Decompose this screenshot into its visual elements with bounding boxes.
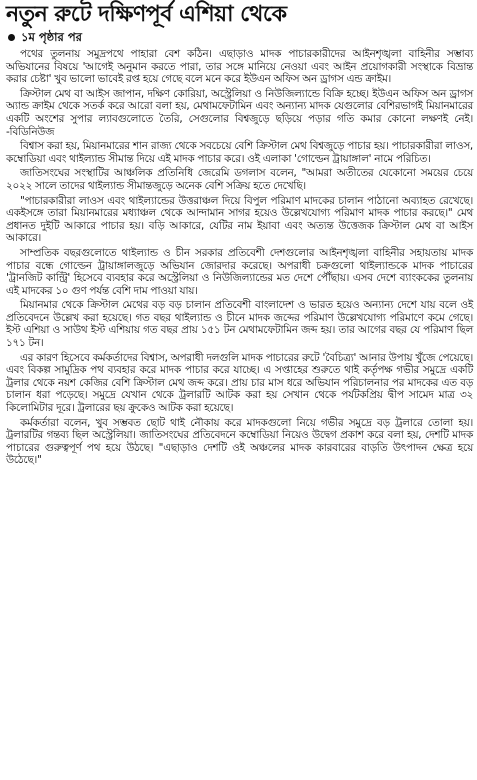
paragraph-4: জাতিসংঘের সংস্থাটির আঞ্চলিক প্রতিনিধি জেরেমি ডগলাস বলেন, "আমরা অতীতের যেকোনো সময়ের চেয়ে ২০২২ সালে তাদের থাইল্যান্ড সীমান্তজুড়ে অনেক বেশি সক্রিয় হতে দেখেছি। (6, 167, 473, 192)
continuation-note (6, 30, 473, 44)
article-body (6, 48, 473, 467)
paragraph-9: কর্মকর্তারা বলেন, খুব সম্ভবত ছোট থাই নৌকায় করে মাদকগুলো নিয়ে গভীর সমুদ্রে বড় ট্রলারে তোলা হয়। ট্রলারটির গন্তব্য ছিল অস্ট্রেলিয়া। জাতিসংঘের প্রতিবেদনে কম্বোডিয়া নিয়েও উদ্বেগ প্রকাশ করে বলা হয়, দেশটি মাদক পাচারের গুরুত্বপূর্ণ পথ হয়ে উঠছে। "এছাড়াও দেশটি ওই অঞ্চলের মাদক কারবারের বাড়তি উৎপাদন ক্ষেত্র হয়ে উঠেছে।" (6, 416, 473, 467)
bullet-icon (8, 34, 15, 41)
continuation-label: ১ম পৃষ্ঠার পর (21, 30, 82, 44)
paragraph-2: ক্রিস্টাল মেথ বা আইস জাপান, দক্ষিণ কোরিয়া, অস্ট্রেলিয়া ও নিউজিল্যান্ডে বিক্রি হচ্ছে। ইউএন অফিস অন ড্রাগস অ্যান্ড ক্রাইম থেকে সতর্ক করে আরো বলা হয়, মেথামফেটামিন এবং অন্যান্য মাদক যেগুলোর বেশিরভাগই মিয়ানমারের একটি অংশের সুপার ল্যাবগুলোতে তৈরি, সেগুলোর বিশ্বজুড়ে ছড়িয়ে পড়ার গতি কমার কোনো লক্ষণই নেই। -বিডিনিউজ (6, 87, 473, 138)
paragraph-7: মিয়ানমার থেকে ক্রিস্টাল মেথের বড় বড় চালান প্রতিবেশী বাংলাদেশ ও ভারত হয়েও অন্যান্য দেশে যায় বলে ওই প্রতিবেদনে উল্লেখ করা হয়েছে। গত বছর থাইল্যান্ড ও চীনে মাদক জব্দের পরিমাণ উল্লেখযোগ্য পরিমাণে কমে গেছে। ইস্ট এশিয়া ও সাউথ ইস্ট এশিয়ায় গত বছর প্রায় ১৫১ টন মেথামফেটামিন জব্দ হয়। তার আগের বছর যে পরিমাণ ছিল ১৭১ টন। (6, 299, 473, 350)
paragraph-3: বিশ্বাস করা হয়, মিয়ানমারের শান রাজ্য থেকে সবচেয়ে বেশি ক্রিস্টাল মেথ বিশ্বজুড়ে পাচার হয়। পাচারকারীরা লাওস, কম্বোডিয়া এবং থাইল্যান্ড সীমান্ত দিয়ে এই মাদক পাচার করে। ওই এলাকা 'গোল্ডেন ট্রায়াঙ্গাল' নামে পরিচিত। (6, 140, 473, 165)
article-headline: নতুন রুটে দক্ষিণপূর্ব এশিয়া থেকে (6, 2, 287, 27)
paragraph-6: সাম্প্রতিক বছরগুলোতে থাইল্যান্ড ও চীন সরকার প্রতিবেশী দেশগুলোর আইনশৃঙ্খলা বাহিনীর সহায়তায় মাদক পাচার বন্ধে গোল্ডেন ট্রায়াঙ্গালজুড়ে অভিযান জোরদার করেছে। অপরাধী চক্রগুলো থাইল্যান্ডকে মাদক পাচারের 'ট্রানজিট কান্ট্রি' হিসেবে ব্যবহার করে অস্ট্রেলিয়া ও নিউজিল্যান্ডের মত দেশে পৌঁছায়। এসব দেশে ব্যাংককের তুলনায় এই মাদকের ১০ গুণ পর্যন্ত বেশি দাম পাওয়া যায়। (6, 246, 473, 297)
paragraph-5: "পাচারকারীরা লাওস এবং থাইল্যান্ডের উত্তরাঞ্চল দিয়ে বিপুল পরিমাণ মাদকের চালান পাঠানো অব্যাহত রেখেছে। একইসঙ্গে তারা মিয়ানমারের মধ্যাঞ্চল থেকে আন্দামান সাগর হয়েও উল্লেখযোগ্য পরিমাণ মাদক পাচার করছে।" মেথ প্রধানত দুইটি আকারে পাচার হয়। বড়ি আকারে, যেটির নাম ইয়াবা এবং অত্যন্ত উত্তেজক ক্রিস্টাল মেথ বা আইস আকারে। (6, 194, 473, 245)
paragraph-8: এর কারণ হিসেবে কর্মকর্তাদের বিশ্বাস, অপরাধী দলগুলি মাদক পাচারের রুটে 'বৈচিত্র্য' আনার উপায় খুঁজে পেয়েছে। এবং বিকল্প সামুদ্রিক পথ ব্যবহার করে মাদক পাচার করে যাচ্ছে। এ সপ্তাহের শুরুতে থাই কর্তৃপক্ষ গভীর সমুদ্রে একটি ট্রলার থেকে নয়শ কেজির বেশি ক্রিস্টাল মেথ জব্দ করে। প্রায় চার মাস ধরে অভিযান পরিচালনার পর মাদকের এত বড় চালান ধরা পড়েছে। সমুদ্রে যেখান থেকে ট্রলারটি আটক করা হয় সেখান থেকে পর্যটকপ্রিয় দ্বীপ সামেদ মাত্র ৩২ কিলোমিটার দূরে। ট্রলারের ছয় ক্রুকেও আটক করা হয়েছে। (6, 351, 473, 415)
paragraph-1: পথের তুলনায় সমুদ্রপথে পাহারা বেশ কঠিন। এছাড়াও মাদক পাচারকারীদের আইনশৃঙ্খলা বাহিনীর সম্ভাব্য অভিযানের বিষয়ে 'আগেই অনুমান করতে পারা, তার সঙ্গে মানিয়ে নেওয়া এবং আইন প্রয়োগকারী সংস্থাকে বিভ্রান্ত করার চেষ্টা' খুব ভালো ভাবেই রপ্ত হয়ে গেছে বলে মনে করে ইউএন অফিস অন ড্রাগস এন্ড ক্রাইম। (6, 48, 473, 86)
